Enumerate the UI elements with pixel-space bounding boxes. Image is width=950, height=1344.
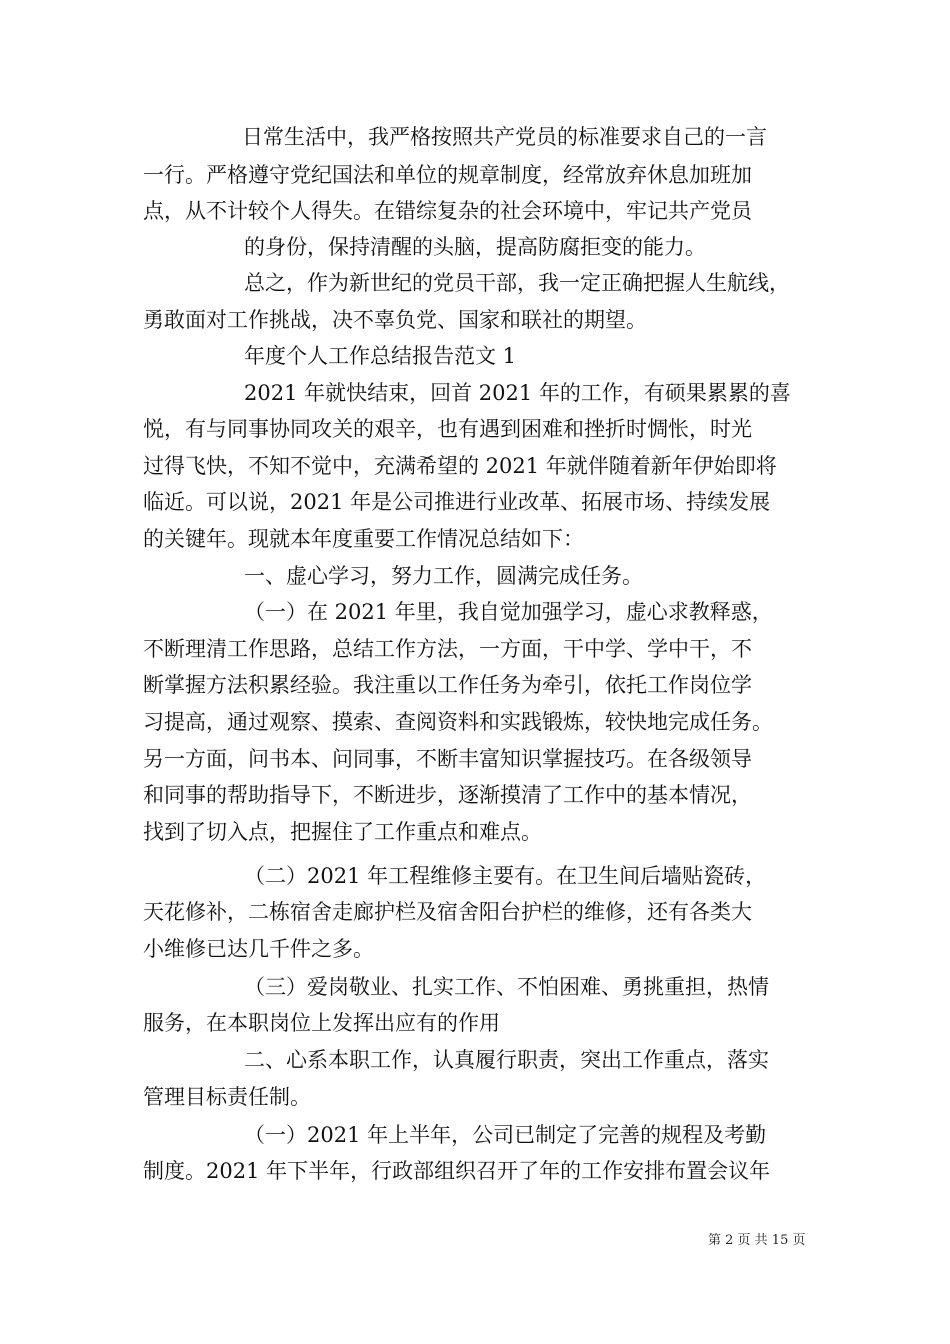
body-line: 的关键年。现就本年度重要工作情况总结如下：	[143, 527, 584, 551]
section-heading: 年度个人工作总结报告范文 1	[244, 344, 517, 368]
section-heading: 一、虚心学习，努力工作，圆满完成任务。	[244, 564, 643, 588]
body-line: 总之，作为新世纪的党员干部，我一定正确把握人生航线，	[244, 271, 790, 295]
body-line: 另一方面，问书本、问同事，不断丰富知识掌握技巧。在各级领导	[143, 747, 752, 771]
body-line: 点，从不计较个人得失。在错综复杂的社会环境中，牢记共产党员	[143, 199, 752, 223]
page-number: 第 2 页 共 15 页	[708, 1233, 806, 1248]
body-line: 勇敢面对工作挑战，决不辜负党、国家和联社的期望。	[143, 308, 647, 332]
body-line: 一行。严格遵守党纪国法和单位的规章制度，经常放弃休息加班加	[143, 163, 752, 187]
body-line: 制度。2021 年下半年，行政部组织召开了年的工作安排布置会议年	[143, 1159, 771, 1183]
body-line: （二）2021 年工程维修主要有。在卫生间后墙贴瓷砖，	[244, 864, 767, 888]
body-line: 过得飞快，不知不觉中，充满希望的 2021 年就伴随着新年伊始即将	[143, 454, 777, 478]
body-line: （一）在 2021 年里，我自觉加强学习，虚心求教释惑，	[244, 600, 773, 624]
body-line: 天花修补，二栋宿舍走廊护栏及宿舍阳台护栏的维修，还有各类大	[143, 900, 752, 924]
body-line: 临近。可以说，2021 年是公司推进行业改革、拓展市场、持续发展	[143, 490, 771, 514]
body-line: 不断理清工作思路，总结工作方法，一方面，干中学、学中干，不	[143, 637, 752, 661]
body-line: 悦，有与同事协同攻关的艰辛，也有遇到困难和挫折时惆怅，时光	[143, 417, 752, 441]
body-line: 管理目标责任制。	[143, 1085, 311, 1109]
section-heading: 二、心系本职工作，认真履行职责，突出工作重点，落实	[244, 1048, 769, 1072]
body-line: 日常生活中，我严格按照共产党员的标准要求自己的一言	[242, 125, 767, 149]
body-line: （一）2021 年上半年，公司已制定了完善的规程及考勤	[244, 1123, 767, 1147]
body-line: 断掌握方法积累经验。我注重以工作任务为牵引，依托工作岗位学	[143, 673, 752, 697]
body-line: 小维修已达几千件之多。	[143, 937, 374, 961]
body-line: 2021 年就快结束，回首 2021 年的工作，有硕果累累的喜	[244, 381, 791, 405]
body-line: 的身份，保持清醒的头脑，提高防腐拒变的能力。	[244, 235, 706, 259]
body-line: 习提高，通过观察、摸索、查阅资料和实践锻炼，较快地完成任务。	[143, 710, 773, 734]
body-line: 服务，在本职岗位上发挥出应有的作用	[143, 1011, 500, 1035]
body-line: 找到了切入点，把握住了工作重点和难点。	[143, 820, 542, 844]
body-line: 和同事的帮助指导下，不断进步，逐渐摸清了工作中的基本情况，	[143, 783, 752, 807]
body-line: （三）爱岗敬业、扎实工作、不怕困难、勇挑重担，热情	[244, 975, 769, 999]
